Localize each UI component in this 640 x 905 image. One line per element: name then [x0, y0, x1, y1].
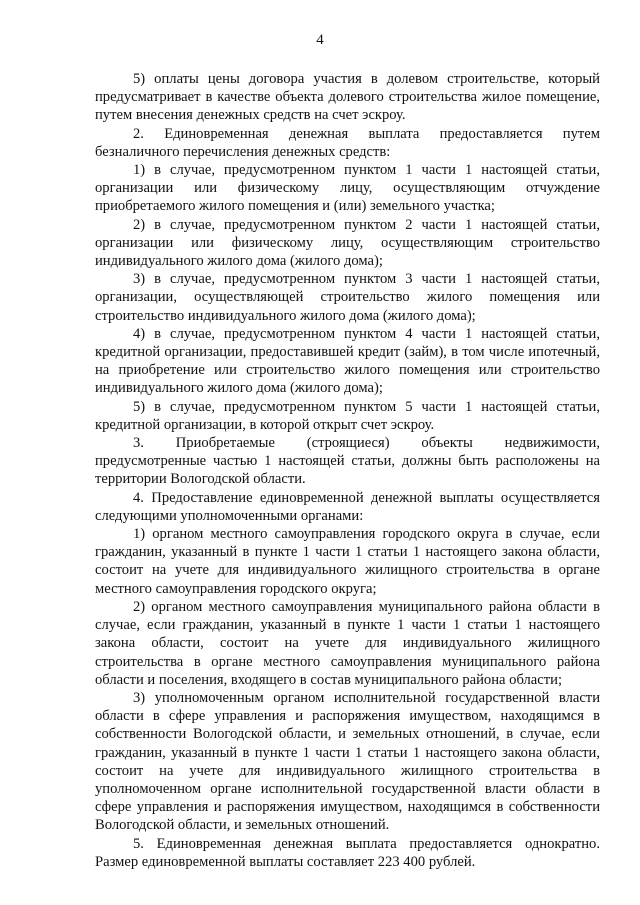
paragraph-5-amount: 5. Единовременная денежная выплата предоставляется однократно. Размер единовременной выплаты составляет 223 400 рублей.	[95, 835, 600, 870]
paragraph-2-payment-method: 2. Единовременная денежная выплата предоставляется путем безналичного перечисления денежных средств:	[95, 125, 600, 160]
paragraph-4-item-3: 3) уполномоченным органом исполнительной государственной власти области в сфере управления и распоряжения имуществом, находящимся в собственности Вологодской области, и земельных отношений, в случае, если гражданин, указанный в пункте 1 части 1 статьи 1 настоящего закона области, состоит на учете для индивидуального жилищного строительства в уполномоченном органе исполнительной государственной власти области в сфере управления и распоряжения имуществом, находящимся в собственности Вологодской области, и земельных отношений.	[95, 689, 600, 834]
paragraph-2-item-2: 2) в случае, предусмотренном пунктом 2 части 1 настоящей статьи, организации или физическому лицу, осуществляющим строительство индивидуального жилого дома (жилого дома);	[95, 216, 600, 270]
paragraph-4-authorities: 4. Предоставление единовременной денежной выплаты осуществляется следующими уполномоченными органами:	[95, 489, 600, 524]
page-number: 4	[316, 32, 324, 48]
document-body	[95, 70, 600, 871]
paragraph-2-item-5: 5) в случае, предусмотренном пунктом 5 части 1 настоящей статьи, кредитной организации, в которой открыт счет эскроу.	[95, 398, 600, 433]
paragraph-4-item-1: 1) органом местного самоуправления городского округа в случае, если гражданин, указанный в пункте 1 части 1 статьи 1 настоящего закона области, состоит на учете для индивидуального жилищного строительства в органе местного самоуправления городского округа;	[95, 526, 600, 597]
paragraph-2-item-1: 1) в случае, предусмотренном пунктом 1 части 1 настоящей статьи, организации или физическому лицу, осуществляющим отчуждение приобретаемого жилого помещения и (или) земельного участка;	[95, 162, 600, 215]
paragraph-2-item-4: 4) в случае, предусмотренном пунктом 4 части 1 настоящей статьи, кредитной организации, предоставившей кредит (займ), в том числе ипотечный, на приобретение или строительство жилого помещения или строительство индивидуального жилого дома (жилого дома);	[95, 325, 600, 397]
paragraph-1-item-5-payment-escrow: 5) оплаты цены договора участия в долевом строительстве, который предусматривает в качестве объекта долевого строительства жилое помещение, путем внесения денежных средств на счет эскроу.	[95, 71, 600, 124]
paragraph-4-item-2: 2) органом местного самоуправления муниципального района области в случае, если гражданин, указанный в пункте 1 части 1 статьи 1 настоящего закона области, состоит на учете для индивидуального жилищного строительства в органе местного самоуправления муниципального района области и поселения, входящего в состав муниципального района области;	[95, 598, 600, 688]
paragraph-3-location: 3. Приобретаемые (строящиеся) объекты недвижимости, предусмотренные частью 1 настоящей статьи, должны быть расположены на территории Вологодской области.	[95, 435, 600, 488]
paragraph-2-item-3: 3) в случае, предусмотренном пунктом 3 части 1 настоящей статьи, организации, осуществляющей строительство жилого помещения или строительство индивидуального жилого дома (жилого дома);	[95, 271, 600, 324]
